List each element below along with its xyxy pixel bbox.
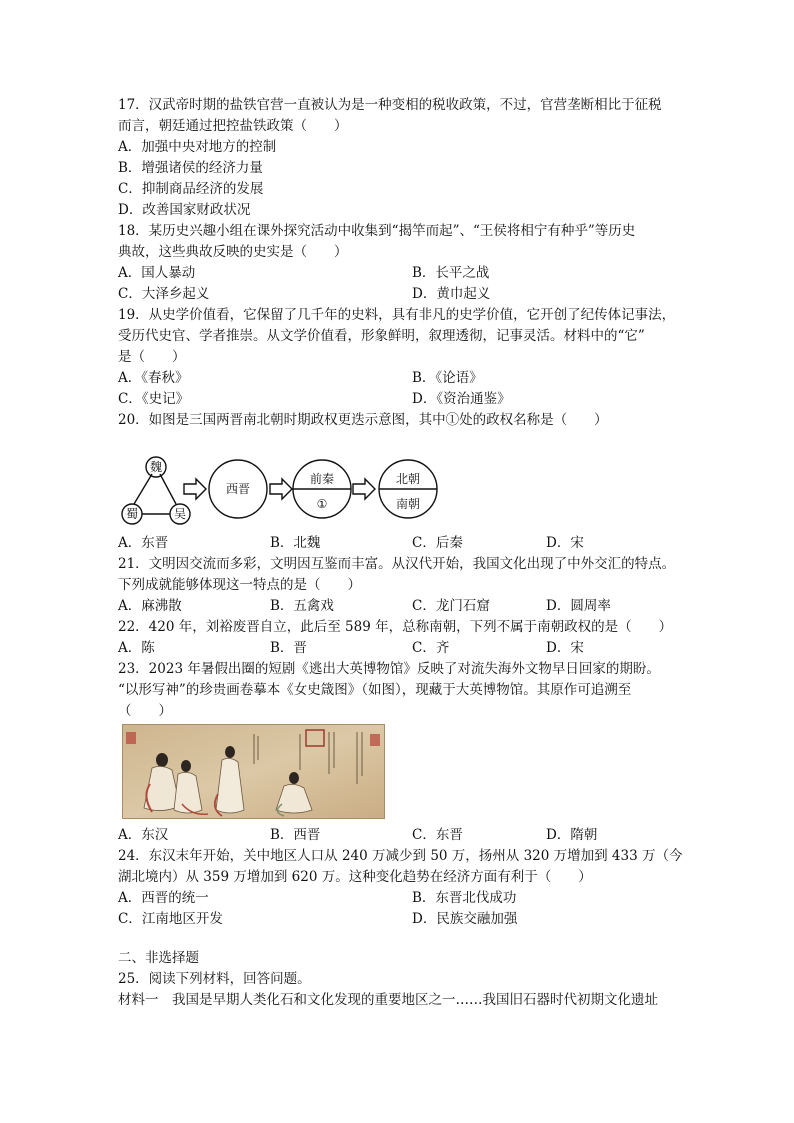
q17-option-d: D．改善国家财政状况 [118, 202, 251, 218]
q17-stem-line2: 而言，朝廷通过把控盐铁政策（ ） [118, 118, 348, 134]
q19-option-a: A．《春秋》 [118, 370, 189, 386]
label-nanchao: 南朝 [395, 497, 421, 511]
q19-option-c: C．《史记》 [118, 391, 190, 407]
q24-stem-line2: 湖北境内）从 359 万增加到 620 万。这种变化趋势在经济方面有利于（ ） [118, 869, 592, 885]
q21-option-c: C．龙门石窟 [412, 598, 490, 614]
q21-option-a: A．麻沸散 [118, 598, 182, 614]
q19-stem-line1: 19．从史学价值看，它保留了几千年的史料，具有非凡的史学价值，它开创了纪传体记事法， [118, 307, 676, 323]
q18-option-d: D．黄巾起义 [412, 286, 491, 302]
label-qianqin: 前秦 [309, 472, 335, 486]
q24-stem-line1: 24．东汉末年开始，关中地区人口从 240 万减少到 50 万，扬州从 320 万增加到 433 万（今 [118, 848, 683, 864]
arrow-to-xijin [184, 479, 206, 499]
q24-option-c: C．江南地区开发 [118, 911, 223, 927]
q23-stem-line1: 23．2023 年暑假出圈的短剧《逃出大英博物馆》反映了对流失海外文物早日回家的期盼。 [118, 661, 660, 677]
q21-option-b: B．五禽戏 [270, 598, 334, 614]
q23-option-a: A．东汉 [118, 827, 169, 843]
q19-option-b: B．《论语》 [412, 370, 483, 386]
q17-option-c: C．抑制商品经济的发展 [118, 181, 264, 197]
q23-stem-line3: （ ） [118, 703, 172, 719]
q22-stem-line1: 22．420 年，刘裕废晋自立，此后至 589 年，总称南朝，下列不属于南朝政权的是（ ） [118, 619, 673, 635]
triangle-edge-left [134, 474, 152, 504]
arrow-to-nanbei [353, 479, 375, 499]
q18-option-a: A．国人暴动 [118, 265, 196, 281]
q20-option-b: B．北魏 [270, 535, 321, 551]
q20-option-a: A．东晋 [118, 535, 169, 551]
label-wei: 魏 [149, 460, 163, 474]
regime-succession-diagram [118, 446, 448, 530]
q24-option-b: B．东晋北伐成功 [412, 890, 517, 906]
q20-stem-line1: 20．如图是三国两晋南北朝时期政权更迭示意图，其中①处的政权名称是（ ） [118, 412, 608, 428]
q17-option-a: A．加强中央对地方的控制 [118, 139, 277, 155]
q24-option-a: A．西晋的统一 [118, 890, 209, 906]
section2-title: 二、非选择题 [118, 950, 199, 966]
q17-option-b: B．增强诸侯的经济力量 [118, 160, 263, 176]
admonitions-scroll-image [122, 724, 385, 819]
q19-option-d: D．《资治通鉴》 [412, 391, 511, 407]
q23-option-b: B．西晋 [270, 827, 321, 843]
q24-option-d: D．民族交融加强 [412, 911, 518, 927]
q23-stem-line2: “以形写神”的珍贵画卷摹本《女史箴图》（如图），现藏于大英博物馆。其原作可追溯至 [118, 682, 632, 698]
arrow-to-qianqin [270, 479, 292, 499]
q21-stem-line2: 下列成就能够体现这一特点的是（ ） [118, 577, 361, 593]
q21-stem-line1: 21．文明因交流而多彩，文明因互鉴而丰富。从汉代开始，我国文化出现了中外交汇的特点。 [118, 556, 676, 572]
q25-stem-line1: 25．阅读下列材料，回答问题。 [118, 971, 311, 987]
q19-stem-line2: 受历代史官、学者推崇。从文学价值看，形象鲜明，叙理透彻，记事灵活。材料中的“它” [118, 328, 645, 344]
q20-option-c: C．后秦 [412, 535, 463, 551]
label-circle1: ① [316, 497, 328, 511]
q18-stem-line2: 典故，这些典故反映的史实是（ ） [118, 244, 348, 260]
q18-option-b: B．长平之战 [412, 265, 490, 281]
q22-option-b: B．晋 [270, 640, 307, 656]
q21-option-d: D．圆周率 [546, 598, 611, 614]
q22-option-c: C．齐 [412, 640, 450, 656]
q19-stem-line3: 是（ ） [118, 349, 186, 365]
q23-option-d: D．隋朝 [546, 827, 598, 843]
label-beichao: 北朝 [395, 472, 421, 486]
label-shu: 蜀 [125, 507, 139, 521]
label-xijin: 西晋 [225, 482, 251, 496]
q18-stem-line1: 18．某历史兴趣小组在课外探究活动中收集到“揭竿而起”、“王侯将相宁有种乎”等历史 [118, 223, 636, 239]
triangle-edge-right [160, 474, 176, 504]
q18-option-c: C．大泽乡起义 [118, 286, 210, 302]
q25-material1-line1: 材料一 我国是早期人类化石和文化发现的重要地区之一……我国旧石器时代初期文化遗址 [118, 992, 658, 1008]
q22-option-d: D．宋 [546, 640, 584, 656]
q17-stem-line1: 17．汉武帝时期的盐铁官营一直被认为是一种变相的税收政策，不过，官营垄断相比于征税 [118, 97, 662, 113]
label-wu: 吴 [173, 507, 187, 521]
q20-option-d: D．宋 [546, 535, 584, 551]
q22-option-a: A．陈 [118, 640, 155, 656]
q23-option-c: C．东晋 [412, 827, 463, 843]
